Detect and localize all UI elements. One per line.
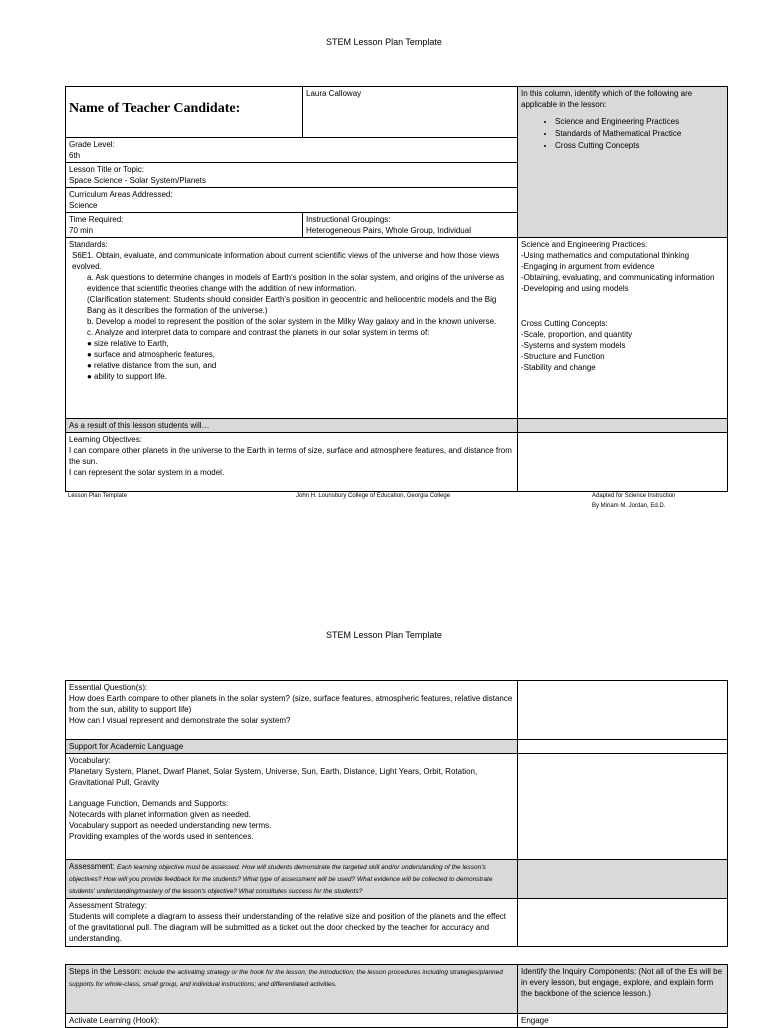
practices-column-intro: In this column, identify which of the following are applicable in the lesson: <box>521 89 693 109</box>
curriculum-value: Science <box>69 201 98 210</box>
essential-question-item: How can I visual represent and demonstrate the solar system? <box>69 716 291 725</box>
time-required-value: 70 min <box>69 226 94 235</box>
standards-cell <box>66 238 518 419</box>
groupings-cell <box>303 213 518 238</box>
assessment-header-cell <box>66 860 518 899</box>
inquiry-note: (Not all of the Es will be in every lesson, but engage, explore, and explain form the backbone of the science lesson.) <box>521 967 723 998</box>
result-header-cell <box>66 419 518 433</box>
standards-intro: S6E1. Obtain, evaluate, and communicate information about current scientific views of the universe and how those views evolved. <box>72 251 500 271</box>
footer-right-line2: By Miriam M. Jordan, Ed.D. <box>592 503 666 509</box>
teacher-name-value: Laura Calloway <box>306 89 362 98</box>
sep-item: -Engaging in argument from evidence <box>521 262 655 271</box>
practices-list-item: • Science and Engineering Practices <box>555 116 724 128</box>
academic-language-header-cell <box>66 740 518 754</box>
lesson-topic-cell <box>66 163 518 188</box>
engage-cell <box>518 1014 728 1028</box>
practices-list-item: • Standards of Mathematical Practice <box>555 128 724 140</box>
language-supports-label: Language Function, Demands and Supports: <box>69 799 229 808</box>
vocabulary-value: Planetary System, Planet, Dwarf Planet, Solar System, Universe, Sun, Earth, Distance, Light Years, Orbit, Rotation, Gravitational Pull, Gravity <box>69 767 478 787</box>
teacher-name-label-cell <box>66 87 303 138</box>
assessment-strategy-cell <box>66 899 518 947</box>
vocabulary-cell <box>66 754 518 860</box>
page-title-2: STEM Lesson Plan Template <box>326 630 442 640</box>
footer-center: John H. Lounsbury College of Education, Georgia College <box>296 493 451 499</box>
assessment-note: Each learning objective must be assessed. How will students demonstrate the targeted skill and/or understanding of the lesson's objectives? How will you provide feedback for the students? What type of assessment will be used? What evidence will be collected to demonstrate students' understanding/mastery of the lesson's objective? What constitutes success for the students? <box>69 864 493 895</box>
footer-right-line1: Adapted for Science Instruction <box>592 493 676 499</box>
teacher-name-cell <box>303 87 518 138</box>
practices-detail-cell <box>518 238 728 419</box>
lesson-topic-label: Lesson Title or Topic: <box>69 165 145 174</box>
standards-item: c. Analyze and interpret data to compare and contrast the planets in our solar system in terms of: <box>87 328 430 337</box>
ccc-label: Cross Cutting Concepts: <box>521 319 608 328</box>
grade-level-label: Grade Level: <box>69 140 115 149</box>
assessment-strategy-empty-cell <box>518 899 728 947</box>
lesson-plan-table-steps <box>65 964 728 1028</box>
lesson-topic-value: Space Science - Solar System/Planets <box>69 176 206 185</box>
practices-list-item: • Cross Cutting Concepts <box>555 140 724 152</box>
standards-label: Standards: <box>69 240 108 249</box>
time-required-cell <box>66 213 303 238</box>
groupings-value: Heterogeneous Pairs, Whole Group, Individual <box>306 226 471 235</box>
vocabulary-label: Vocabulary: <box>69 756 111 765</box>
academic-language-empty-cell <box>518 740 728 754</box>
objectives-label: Learning Objectives: <box>69 435 142 444</box>
standards-item: b. Develop a model to represent the position of the solar system in the Milky Way galaxy and in the known universe. <box>87 317 497 326</box>
assessment-header-empty-cell <box>518 860 728 899</box>
lesson-plan-table-top <box>65 86 728 492</box>
essential-question-empty-cell <box>518 681 728 740</box>
lesson-plan-table-middle <box>65 680 728 947</box>
ccc-item: -Scale, proportion, and quantity <box>521 330 633 339</box>
objectives-item: I can compare other planets in the universe to the Earth in terms of size, surface and atmosphere features, and distance from the sun. <box>69 446 512 466</box>
sep-item: -Obtaining, evaluating, and communicating information <box>521 273 715 282</box>
grade-level-value: 6th <box>69 151 81 160</box>
essential-question-cell <box>66 681 518 740</box>
ccc-item: -Stability and change <box>521 363 596 372</box>
essential-question-label: Essential Question(s): <box>69 683 148 692</box>
assessment-strategy-label: Assessment Strategy: <box>69 901 147 910</box>
time-required-label: Time Required: <box>69 215 124 224</box>
standards-item: ● size relative to Earth, <box>87 339 169 348</box>
groupings-label: Instructional Groupings: <box>306 215 391 224</box>
result-header-empty-cell <box>518 419 728 433</box>
page-title: STEM Lesson Plan Template <box>326 37 442 47</box>
sep-item: -Using mathematics and computational thinking <box>521 251 690 260</box>
sep-item: -Developing and using models <box>521 284 629 293</box>
inquiry-label: Identify the Inquiry Components: <box>521 967 637 976</box>
ccc-item: -Structure and Function <box>521 352 605 361</box>
sep-label: Science and Engineering Practices: <box>521 240 648 249</box>
steps-header-cell <box>66 965 518 1014</box>
standards-item: a. Ask questions to determine changes in models of Earth's position in the solar system, and origins of the universe as evidence that scientific theories change with the addition of new information. <box>87 273 505 293</box>
standards-item: ● ability to support life. <box>87 372 167 381</box>
language-supports-item: Notecards with planet information given as needed. <box>69 810 251 819</box>
steps-note: Include the activating strategy or the hook for the lesson; the introduction; the lesson procedures including strategies/planned supports for whole-class, small group, and individual instructions; and differentiated activities. <box>69 969 503 988</box>
curriculum-label: Curriculum Areas Addressed: <box>69 190 173 199</box>
grade-level-cell <box>66 138 518 163</box>
objectives-cell <box>66 433 518 492</box>
curriculum-cell <box>66 188 518 213</box>
academic-language-header: Support for Academic Language <box>69 742 184 751</box>
standards-item: ● relative distance from the sun, and <box>87 361 217 370</box>
result-header: As a result of this lesson students will… <box>69 421 210 430</box>
assessment-strategy-value: Students will complete a diagram to assess their understanding of the relative size and position of the planets and the effect of the gravitational pull. The diagram will be submitted as a ticket out the door checked by the teacher for accuracy and understanding. <box>69 912 507 943</box>
standards-item: (Clarification statement: Students should consider Earth's position in geocentric and heliocentric models and the Big Bang as it describes the formation of the universe.) <box>87 295 497 315</box>
language-supports-item: Vocabulary support as needed understanding new terms. <box>69 821 272 830</box>
practices-list <box>521 116 724 152</box>
objectives-empty-cell <box>518 433 728 492</box>
steps-label: Steps in the Lesson: <box>69 967 142 976</box>
teacher-name-label: Name of Teacher Candidate: <box>69 101 241 116</box>
objectives-item: I can represent the solar system in a model. <box>69 468 225 477</box>
assessment-label: Assessment: <box>69 862 115 871</box>
footer-left: Lesson Plan Template <box>68 493 127 499</box>
ccc-item: -Systems and system models <box>521 341 626 350</box>
inquiry-header-cell <box>518 965 728 1014</box>
vocabulary-empty-cell <box>518 754 728 860</box>
activate-learning-label: Activate Learning (Hook): <box>69 1016 160 1025</box>
practices-column-cell <box>518 87 728 238</box>
language-supports-item: Providing examples of the words used in sentences. <box>69 832 254 841</box>
standards-item: ● surface and atmospheric features, <box>87 350 216 359</box>
engage-label: Engage <box>521 1016 549 1025</box>
essential-question-item: How does Earth compare to other planets in the solar system? (size, surface features, atmospheric features, relative distance from the sun, ability to support life) <box>69 694 513 714</box>
activate-learning-cell <box>66 1014 518 1028</box>
